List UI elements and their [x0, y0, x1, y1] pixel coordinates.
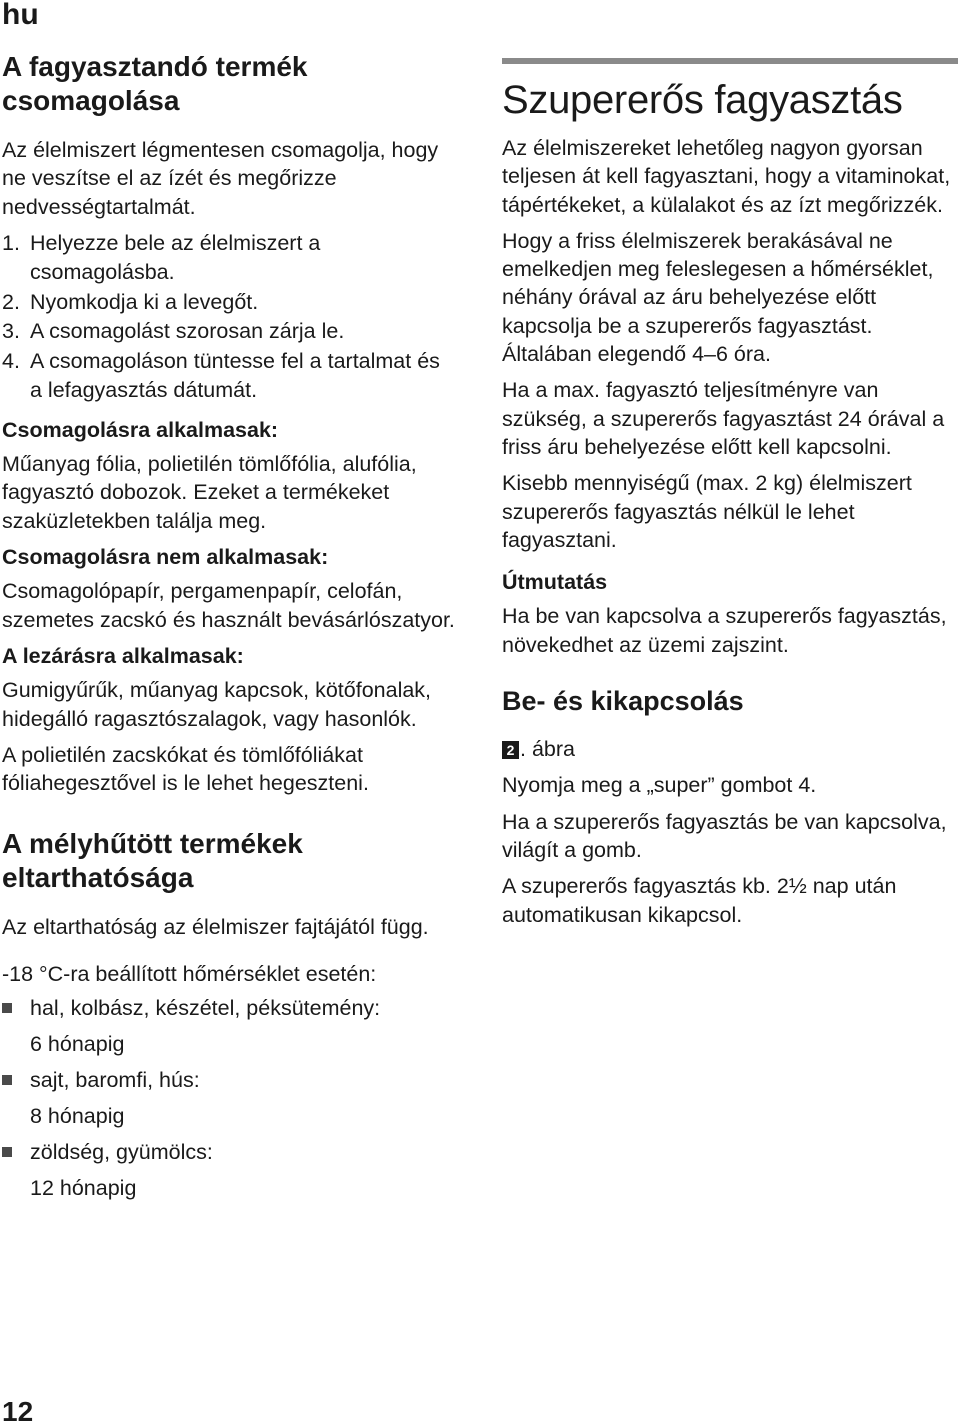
- step-text: Helyezze bele az élelmiszert a csomagolásba.: [30, 230, 321, 285]
- left-column: [2, 50, 457, 1206]
- unsuitable-text: Csomagolópapír, pergamenpapír, celofán, szemetes zacskó és használt bevásárlószatyor.: [2, 579, 455, 632]
- list-item: [2, 1170, 457, 1206]
- sealing-label: A lezárásra alkalmasak:: [2, 643, 244, 668]
- packaging-steps: [2, 229, 457, 406]
- on-off-title: Be- és kikapcsolás: [502, 686, 744, 717]
- item-label: sajt, baromfi, hús:: [30, 1068, 200, 1093]
- super-freeze-title: Szupererős fagyasztás: [502, 78, 903, 122]
- suitable-text: Műanyag fólia, polietilén tömlőfólia, alufólia, fagyasztó dobozok. Ezeket a termékeket szaküzletekben találja meg.: [2, 452, 417, 533]
- on-off-paragraph-2: Ha a szupererős fagyasztás be van kapcsolva, világít a gomb.: [502, 809, 947, 862]
- step-number: 3.: [2, 319, 20, 344]
- right-column: [502, 58, 958, 937]
- suitable-label: Csomagolásra alkalmasak:: [2, 417, 279, 442]
- step-number: 4.: [2, 348, 20, 373]
- step-number: 2.: [2, 289, 20, 314]
- item-duration: 6 hónapig: [30, 1032, 125, 1057]
- list-item: [2, 990, 457, 1026]
- super-paragraph-2: Hogy a friss élelmiszerek berakásával ne emelkedjen meg feleslegesen a hőmérséklet, néhány órával az áru behelyezése előtt kapcsolja be a szupererős fagyasztást. Általában elegendő 4–6 óra.: [502, 228, 934, 367]
- on-off-paragraph-3: A szupererős fagyasztás kb. 2½ nap után automatikusan kikapcsol.: [502, 874, 897, 927]
- list-item: [2, 1026, 457, 1062]
- shelf-life-list: [2, 990, 457, 1206]
- super-paragraph-4: Kisebb mennyiségű (max. 2 kg) élelmiszert szupererős fagyasztás nélkül le lehet fagyasztani.: [502, 471, 912, 552]
- shelf-life-title: A mélyhűtött termékek eltarthatósága: [2, 828, 303, 894]
- packaging-title: A fagyasztandó termék csomagolása: [2, 51, 308, 116]
- super-paragraph-3: Ha a max. fagyasztó teljesítményre van szükség, a szupererős fagyasztást 24 órával a friss áru behelyezése előtt kell kapcsolni.: [502, 378, 945, 459]
- step-text: Nyomkodja ki a levegőt.: [30, 289, 259, 314]
- bullet-icon: [2, 1003, 12, 1013]
- unsuitable-label: Csomagolásra nem alkalmasak:: [2, 545, 329, 570]
- sealing-text: Gumigyűrűk, műanyag kapcsok, kötőfonalak, hidegálló ragasztószalagok, vagy hasonlók.: [2, 678, 432, 731]
- section-rule: [502, 58, 958, 64]
- list-item: [2, 1062, 457, 1098]
- step-number: 1.: [2, 230, 20, 255]
- item-label: hal, kolbász, készétel, péksütemény:: [30, 996, 381, 1021]
- step-item: [2, 317, 457, 347]
- on-off-paragraph-1: Nyomja meg a „super” gombot 4.: [502, 773, 817, 798]
- welding-text: A polietilén zacskókat és tömlőfóliákat fóliahegesztővel is le lehet hegeszteni.: [2, 742, 369, 796]
- item-duration: 12 hónapig: [30, 1176, 137, 1201]
- figure-number-badge: 2: [502, 741, 519, 759]
- list-item: [2, 1134, 457, 1170]
- temperature-line: -18 °C-ra beállított hőmérséklet esetén:: [2, 961, 377, 986]
- item-label: zöldség, gyümölcs:: [30, 1140, 213, 1165]
- step-text: A csomagolást szorosan zárja le.: [30, 319, 345, 344]
- page-number: 12: [2, 1396, 34, 1427]
- step-item: [2, 288, 457, 318]
- shelf-life-intro: Az eltarthatóság az élelmiszer fajtájától függ.: [2, 915, 429, 940]
- bullet-icon: [2, 1147, 12, 1157]
- super-paragraph-1: Az élelmiszereket lehetőleg nagyon gyorsan teljesen át kell fagyasztani, hogy a vitaminokat, tápértékeket, a külalakot és az ízt megőrizzék.: [502, 136, 951, 217]
- list-item: [2, 1098, 457, 1134]
- packaging-intro: Az élelmiszert légmentesen csomagolja, hogy ne veszítse el az ízét és megőrizze nedvességtartalmát.: [2, 138, 439, 219]
- figure-suffix: . ábra: [520, 737, 575, 762]
- note-label: Útmutatás: [502, 570, 608, 595]
- bullet-icon: [2, 1075, 12, 1085]
- step-item: [2, 347, 457, 406]
- note-text: Ha be van kapcsolva a szupererős fagyasztás, növekedhet az üzemi zajszint.: [502, 604, 947, 657]
- step-item: [2, 229, 457, 288]
- language-tag: hu: [2, 0, 39, 31]
- step-text: A csomagoláson tüntesse fel a tartalmat és a lefagyasztás dátumát.: [30, 348, 440, 403]
- figure-reference: [502, 735, 958, 763]
- item-duration: 8 hónapig: [30, 1104, 125, 1129]
